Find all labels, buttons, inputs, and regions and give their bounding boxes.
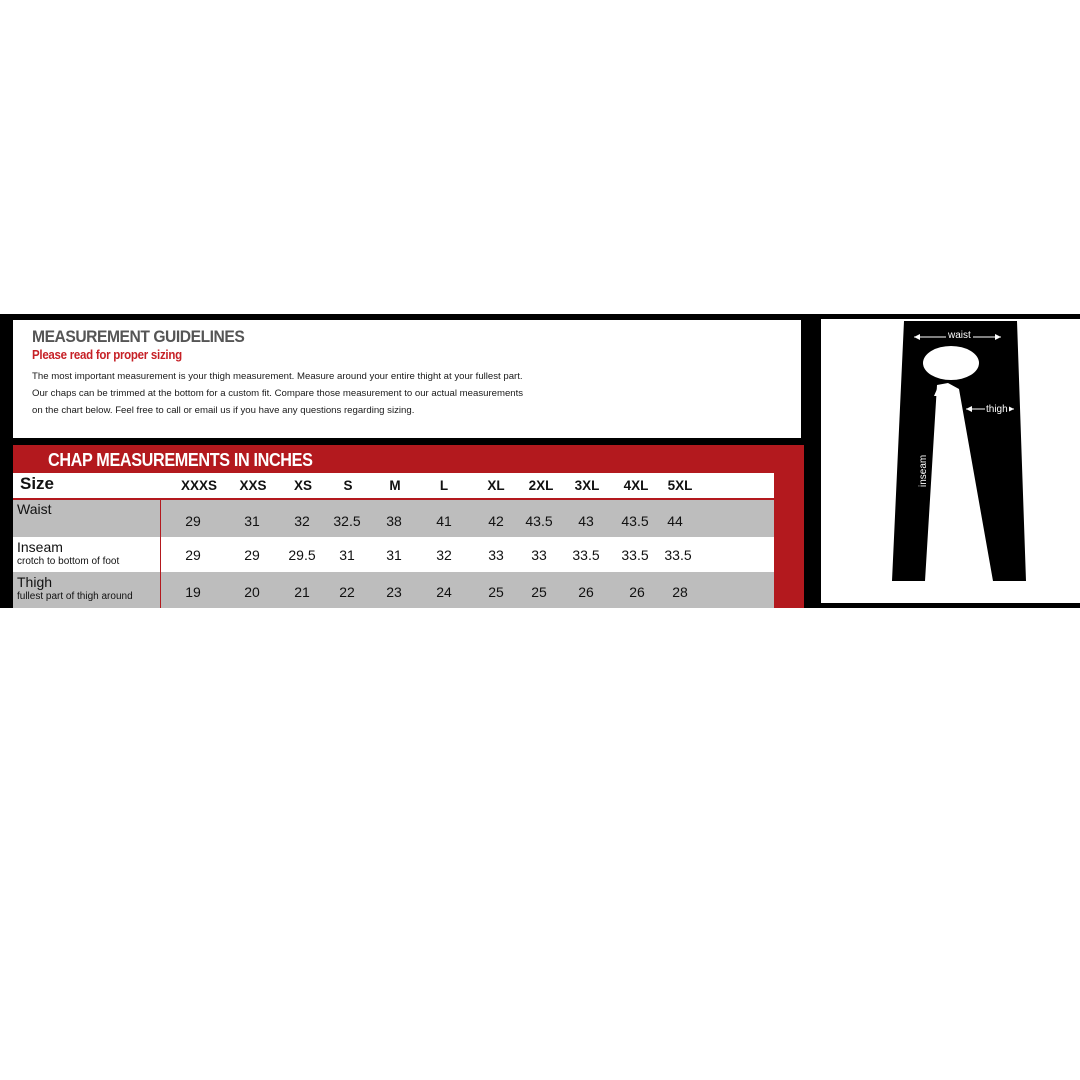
table-cell: 38 <box>386 513 402 529</box>
table-cell: 26 <box>629 584 645 600</box>
table-cell: 28 <box>672 584 688 600</box>
table-cell: 20 <box>244 584 260 600</box>
table-row <box>13 500 774 537</box>
guidelines-line: The most important measurement is your thigh measurement. Measure around your entire thight at your fullest part. <box>32 371 523 382</box>
table-cell: 42 <box>488 513 504 529</box>
size-chart-title: CHAP MEASUREMENTS IN INCHES <box>48 450 313 470</box>
size-header-cell: 2XL <box>528 478 554 493</box>
table-cell: 41 <box>436 513 452 529</box>
table-cell: 21 <box>294 584 310 600</box>
table-row <box>13 572 774 608</box>
table-cell: 33.5 <box>572 547 600 563</box>
table-cell: 43 <box>578 513 594 529</box>
header-divider <box>13 498 774 500</box>
table-cell: 25 <box>488 584 504 600</box>
table-cell: 33.5 <box>621 547 649 563</box>
table-cell: 23 <box>386 584 402 600</box>
table-cell: 33.5 <box>664 547 692 563</box>
table-cell: 24 <box>436 584 452 600</box>
table-cell: 19 <box>185 584 201 600</box>
size-header-cell: 4XL <box>623 478 649 493</box>
table-cell: 29 <box>244 547 260 563</box>
guidelines-line: on the chart below. Feel free to call or email us if you have any questions regarding sizing. <box>32 405 415 416</box>
table-cell: 33 <box>531 547 547 563</box>
guidelines-line: Our chaps can be trimmed at the bottom for a custom fit. Compare those measurement to our actual measurements <box>32 388 524 399</box>
table-cell: 44 <box>667 513 683 529</box>
guidelines-title: MEASUREMENT GUIDELINES <box>32 327 245 346</box>
size-header-cell: S <box>343 478 353 493</box>
chaps-silhouette-icon <box>821 319 1080 603</box>
table-cell: 26 <box>578 584 594 600</box>
size-header-cell: XXS <box>239 478 267 493</box>
table-cell: 31 <box>386 547 402 563</box>
size-chart <box>13 445 804 608</box>
size-column-header: Size <box>20 474 55 493</box>
size-header-cell: XL <box>487 478 505 493</box>
label-column-divider <box>160 498 161 608</box>
thigh-label: thigh <box>986 404 1008 415</box>
row-sublabel: fullest part of thigh around <box>17 591 133 602</box>
table-cell: 22 <box>339 584 355 600</box>
guidelines-body <box>32 368 632 419</box>
size-table <box>13 473 774 608</box>
table-cell: 43.5 <box>621 513 649 529</box>
inseam-label: inseam <box>918 454 929 487</box>
size-header-cell: XS <box>293 478 312 493</box>
guidelines-subtitle: Please read for proper sizing <box>32 348 182 362</box>
row-sublabel: crotch to bottom of foot <box>17 556 120 567</box>
row-label: Inseam <box>17 539 63 555</box>
table-cell: 31 <box>244 513 260 529</box>
size-header-cell: 3XL <box>574 478 600 493</box>
table-cell: 32 <box>294 513 310 529</box>
size-header-cell: M <box>389 478 401 493</box>
table-cell: 25 <box>531 584 547 600</box>
table-cell: 29 <box>185 547 201 563</box>
table-cell: 32.5 <box>333 513 361 529</box>
size-header-cell: 5XL <box>667 478 693 493</box>
table-cell: 29 <box>185 513 201 529</box>
table-cell: 31 <box>339 547 355 563</box>
size-header-cell: XXXS <box>180 478 218 493</box>
row-label: Thigh <box>17 574 53 590</box>
chaps-diagram <box>821 319 1080 603</box>
table-header-row <box>13 473 774 498</box>
table-cell: 29.5 <box>288 547 316 563</box>
table-row <box>13 537 774 572</box>
waist-label: waist <box>948 330 971 341</box>
table-cell: 32 <box>436 547 452 563</box>
row-label: Waist <box>17 501 52 517</box>
table-cell: 33 <box>488 547 504 563</box>
size-header-cell: L <box>439 478 449 493</box>
measurement-guidelines <box>13 320 801 438</box>
table-cell: 43.5 <box>525 513 553 529</box>
